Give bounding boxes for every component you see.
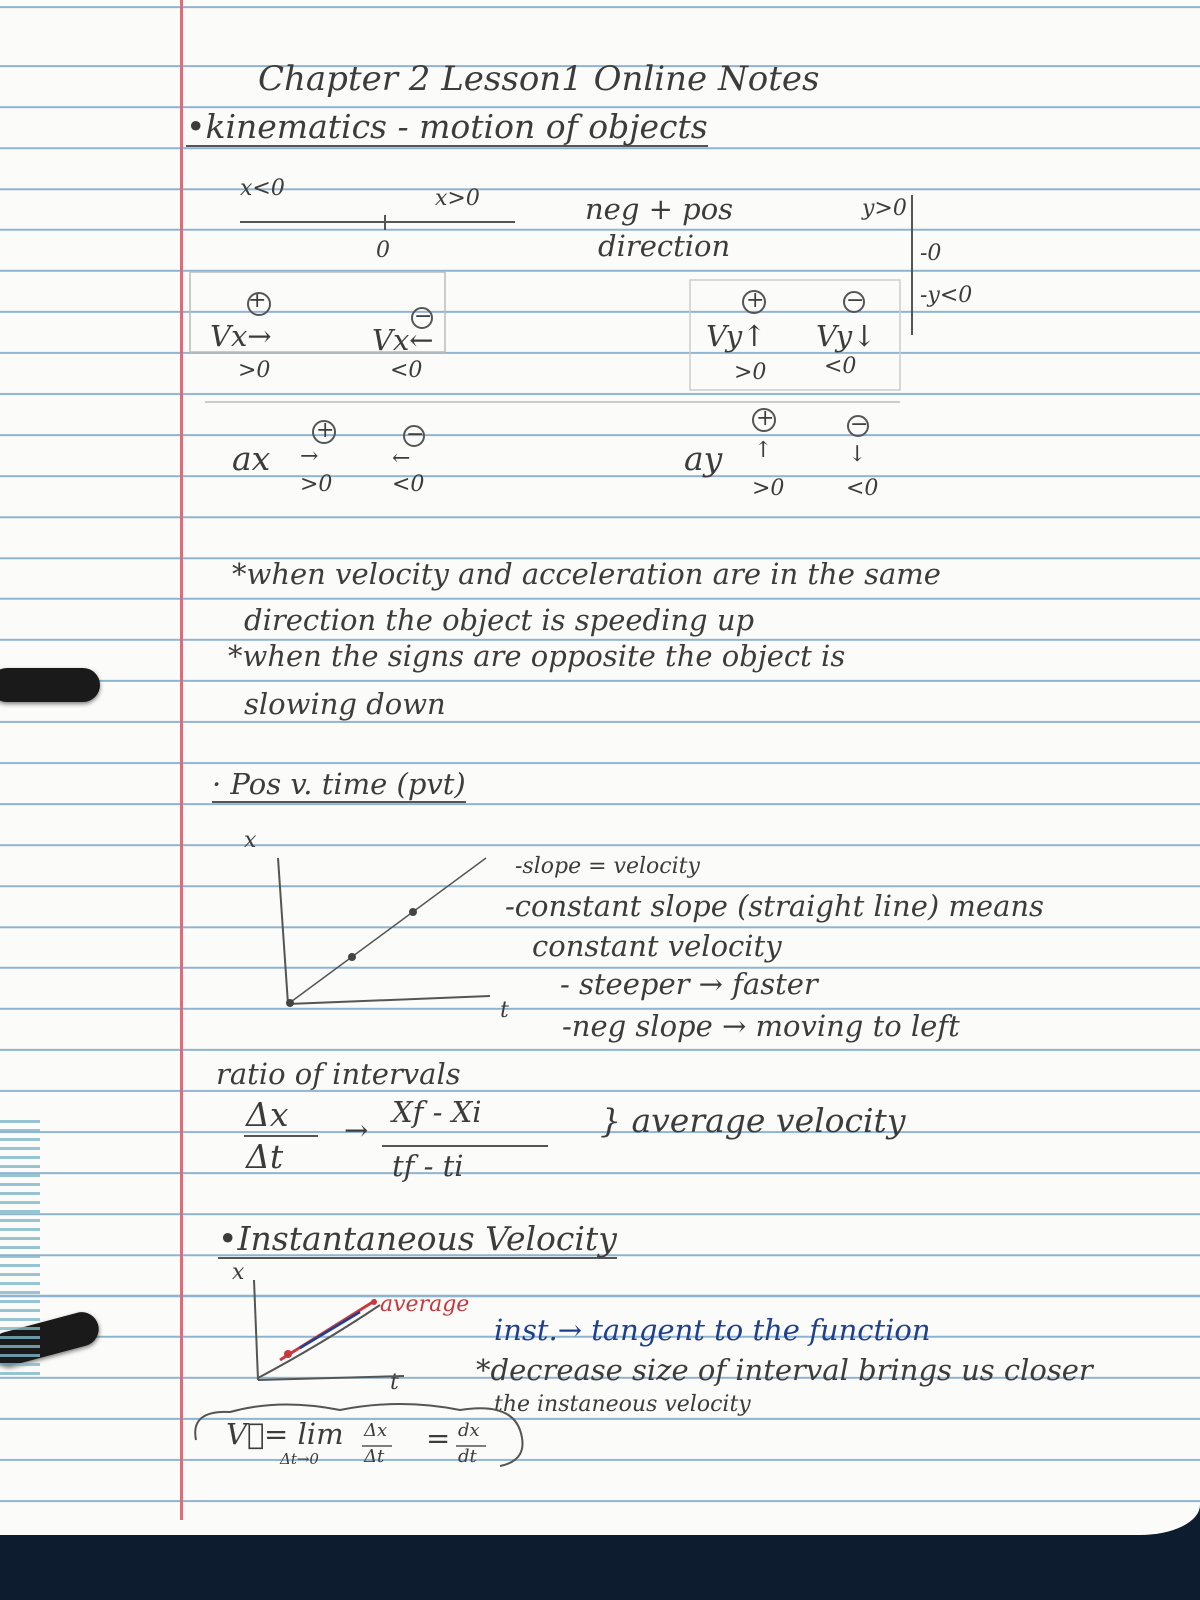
pvt-heading: · Pos v. time (pvt) [212,767,466,801]
ax-pos-arrow: → [300,444,319,469]
pvt-note-1: -slope = velocity [515,854,700,879]
vy-down-label: Vy↓ [816,319,877,353]
pvt-note-3: constant velocity [532,929,782,963]
pvt-point [409,908,417,916]
average-label: average [380,1292,470,1317]
ay-neg-value: <0 [846,476,879,501]
secant-point [371,1299,377,1305]
ay-pos-arrow: ↑ [754,438,773,463]
page-title: Chapter 2 Lesson1 Online Notes [258,59,820,99]
ay-pos-circle [753,406,775,431]
vy-up-sign: + [746,288,765,313]
ratio-denominator: tf - ti [392,1149,464,1183]
binder-ring [0,668,100,702]
ratio-result: } average velocity [600,1101,906,1140]
ratio-dt: Δt [246,1137,284,1176]
vy-up-label: Vy↑ [706,319,767,353]
x-pos-label: x>0 [435,186,480,211]
ay-neg-arrow: ↓ [848,442,867,467]
direction-label: direction [598,229,731,263]
ay-label: ay [684,439,723,478]
y-pos-label: y>0 [862,196,907,221]
inst-x-axis-label: t [390,1370,399,1395]
formula-eq2: = [426,1421,451,1455]
pvt-note-2: -constant slope (straight line) means [505,889,1044,923]
inst-curve [258,1305,380,1378]
vx-pos-circle [248,293,270,315]
ax-neg-sign: − [406,422,425,447]
neg-pos-label: neg + pos [585,192,734,226]
vx-neg-value: <0 [390,358,423,383]
vx-neg-sign: − [414,304,433,329]
formula-d-num: dx [458,1420,480,1441]
x-neg-label: x<0 [240,176,285,201]
y-neg-label: -y<0 [920,283,973,308]
ay-pos-sign: + [756,406,775,431]
pvt-point [348,953,356,961]
pvt-y-axis [278,858,288,1004]
formula-lim-sub: Δt→0 [280,1450,319,1468]
inst-heading: •Instantaneous Velocity [218,1219,617,1258]
pvt-y-axis-label: x [244,828,257,853]
formula-d-den: dt [458,1446,477,1467]
vy-down-value: <0 [824,354,857,379]
origin-label: 0 [376,238,390,263]
inst-graph [254,1280,404,1380]
pvt-x-axis [288,996,490,1004]
ax-neg-value: <0 [392,472,425,497]
pvt-note-4: - steeper → faster [560,967,818,1001]
subtitle: •kinematics - motion of objects [186,107,708,146]
formula-lim: = lim [264,1417,344,1451]
ax-neg-circle [404,422,425,447]
y-zero-label: -0 [920,241,942,266]
ay-neg-circle [848,412,869,437]
rule-line-1: *when velocity and acceleration are in the same [232,557,941,591]
ax-pos-value: >0 [300,472,333,497]
vy-down-circle [844,288,865,313]
pvt-point [286,999,294,1007]
rule-line-2: direction the object is speeding up [244,603,755,637]
vx-neg-label: Vx← [372,323,434,357]
vx-pos-label: Vx→ [210,319,272,353]
ratio-heading: ratio of intervals [216,1057,461,1091]
inst-note-1: inst.→ tangent to the function [494,1313,931,1347]
inst-x-axis [258,1376,404,1380]
pvt-graph [278,858,490,1007]
ay-pos-value: >0 [752,476,785,501]
vy-down-sign: − [846,288,865,313]
velocity-x-box [190,272,445,352]
pvt-line [288,858,486,1004]
pvt-x-axis-label: t [500,998,509,1023]
velocity-y-box [690,280,900,390]
formula-frac-den: Δt [364,1446,385,1467]
vy-up-value: >0 [734,360,767,385]
inst-note-3: the instaneous velocity [494,1392,751,1417]
ax-label: ax [232,439,271,478]
spiral-binding [0,1120,40,1380]
inst-y-axis-label: x [232,1260,245,1285]
vy-up-circle [743,288,765,313]
ax-pos-circle [313,418,335,443]
formula-cloud [195,1404,522,1466]
rule-line-4: slowing down [244,687,446,721]
ay-neg-sign: − [850,412,869,437]
inst-y-axis [254,1280,258,1380]
vx-neg-circle [412,304,433,329]
ax-pos-sign: + [316,418,335,443]
ratio-dx: Δx [246,1095,289,1134]
inst-note-2: *decrease size of interval brings us closer [476,1353,1093,1387]
rule-line-3: *when the signs are opposite the object is [228,639,846,673]
ratio-numerator: Xf - Xi [392,1095,482,1129]
pvt-note-5: -neg slope → moving to left [562,1009,960,1043]
secant-point [284,1350,292,1358]
ax-neg-arrow: ← [392,446,411,471]
ratio-arrow: → [344,1113,369,1147]
vx-pos-sign: + [248,288,267,313]
formula-frac-num: Δx [364,1420,388,1441]
tangent-line [300,1312,360,1348]
vx-pos-value: >0 [238,358,271,383]
formula-v: V⃗ [226,1417,265,1451]
